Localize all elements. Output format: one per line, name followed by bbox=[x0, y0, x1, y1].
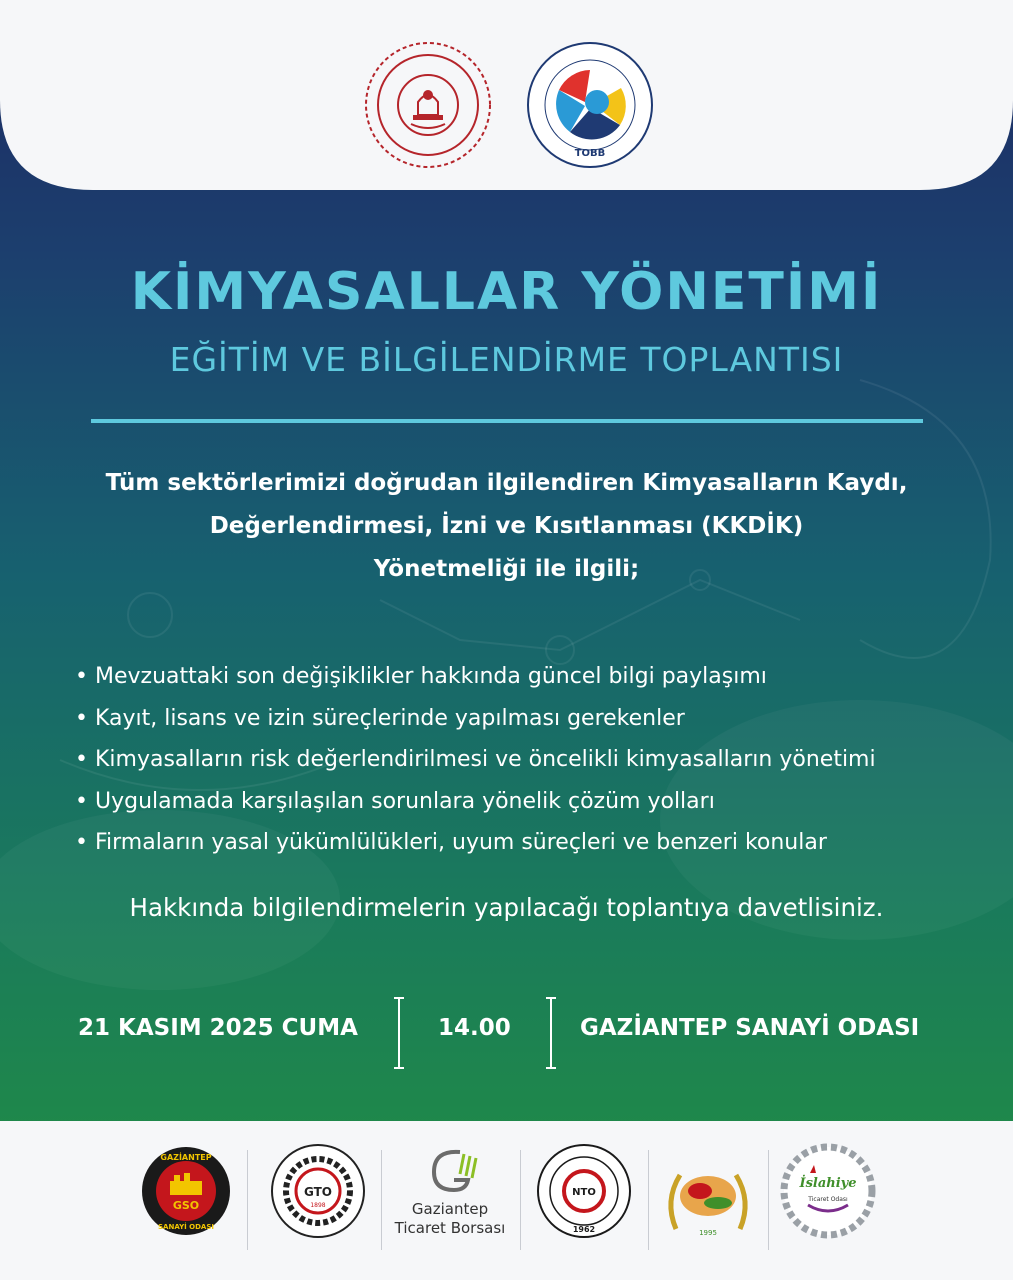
footer-divider bbox=[381, 1150, 382, 1250]
footer-divider bbox=[247, 1150, 248, 1250]
nto-logo-icon bbox=[536, 1143, 632, 1239]
page-subtitle: EĞİTİM VE BİLGİLENDİRME TOPLANTISI bbox=[169, 340, 844, 379]
gto-year: 1898 bbox=[310, 1202, 326, 1209]
gtb-line2: Ticaret Borsası bbox=[394, 1219, 506, 1237]
list-item: • Uygulamada karşılaşılan sorunlara yönelik çözüm yolları bbox=[75, 781, 985, 823]
list-item: • Firmaların yasal yükümlülükleri, uyum süreçleri ve benzeri konular bbox=[75, 822, 985, 864]
gtb-name bbox=[392, 1200, 508, 1238]
ntb-year: 1995 bbox=[699, 1229, 717, 1237]
tobb-logo-icon bbox=[525, 40, 655, 170]
gtb-line1: Gaziantep bbox=[411, 1200, 489, 1218]
ministry-emblem-icon bbox=[363, 40, 493, 170]
nto-abbr: NTO bbox=[572, 1187, 596, 1198]
info-separator bbox=[398, 997, 400, 1069]
ntb-logo-icon bbox=[658, 1141, 758, 1241]
invitation-text: Hakkında bilgilendirmelerin yapılacağı toplantıya davetlisiniz. bbox=[129, 893, 884, 922]
page-title: KİMYASALLAR YÖNETİMİ bbox=[130, 262, 883, 322]
gto-abbr: GTO bbox=[303, 1185, 333, 1199]
list-item: • Mevzuattaki son değişiklikler hakkında güncel bilgi paylaşımı bbox=[75, 656, 985, 698]
gtb-logo-icon bbox=[420, 1146, 480, 1196]
intro-line: Değerlendirmesi, İzni ve Kısıtlanması (KKDİK) bbox=[209, 513, 804, 539]
nto-year: 1962 bbox=[572, 1225, 596, 1234]
list-item: • Kayıt, lisans ve izin süreçlerinde yapılması gerekenler bbox=[75, 698, 985, 740]
islahiye-sub: Ticaret Odası bbox=[808, 1196, 848, 1203]
event-date: 21 KASIM 2025 CUMA bbox=[78, 1015, 358, 1041]
list-item: • Kimyasalların risk değerlendirilmesi ve öncelikli kimyasalların yönetimi bbox=[75, 739, 985, 781]
gso-bottom-text: SANAYİ ODASI bbox=[158, 1223, 214, 1231]
event-time: 14.00 bbox=[438, 1015, 511, 1041]
gso-logo-icon bbox=[140, 1145, 232, 1237]
islahiye-logo-icon bbox=[780, 1143, 876, 1239]
intro-line: Yönetmeliği ile ilgili; bbox=[373, 556, 640, 582]
topic-list bbox=[75, 656, 985, 864]
footer-divider bbox=[648, 1150, 649, 1250]
info-separator bbox=[550, 997, 552, 1069]
footer-divider bbox=[768, 1150, 769, 1250]
tobb-abbr: TOBB bbox=[574, 148, 606, 159]
footer-divider bbox=[520, 1150, 521, 1250]
intro-line: Tüm sektörlerimizi doğrudan ilgilendiren Kimyasalların Kaydı, bbox=[105, 470, 908, 496]
gso-abbr: GSO bbox=[172, 1199, 200, 1212]
intro-text bbox=[40, 462, 973, 591]
event-venue: GAZİANTEP SANAYİ ODASI bbox=[580, 1015, 920, 1041]
title-divider bbox=[91, 419, 923, 423]
gto-logo-icon bbox=[270, 1143, 366, 1239]
header-band bbox=[0, 0, 1013, 190]
gso-top-text: GAZİANTEP bbox=[160, 1153, 212, 1162]
islahiye-name: İslahiye bbox=[799, 1176, 857, 1191]
